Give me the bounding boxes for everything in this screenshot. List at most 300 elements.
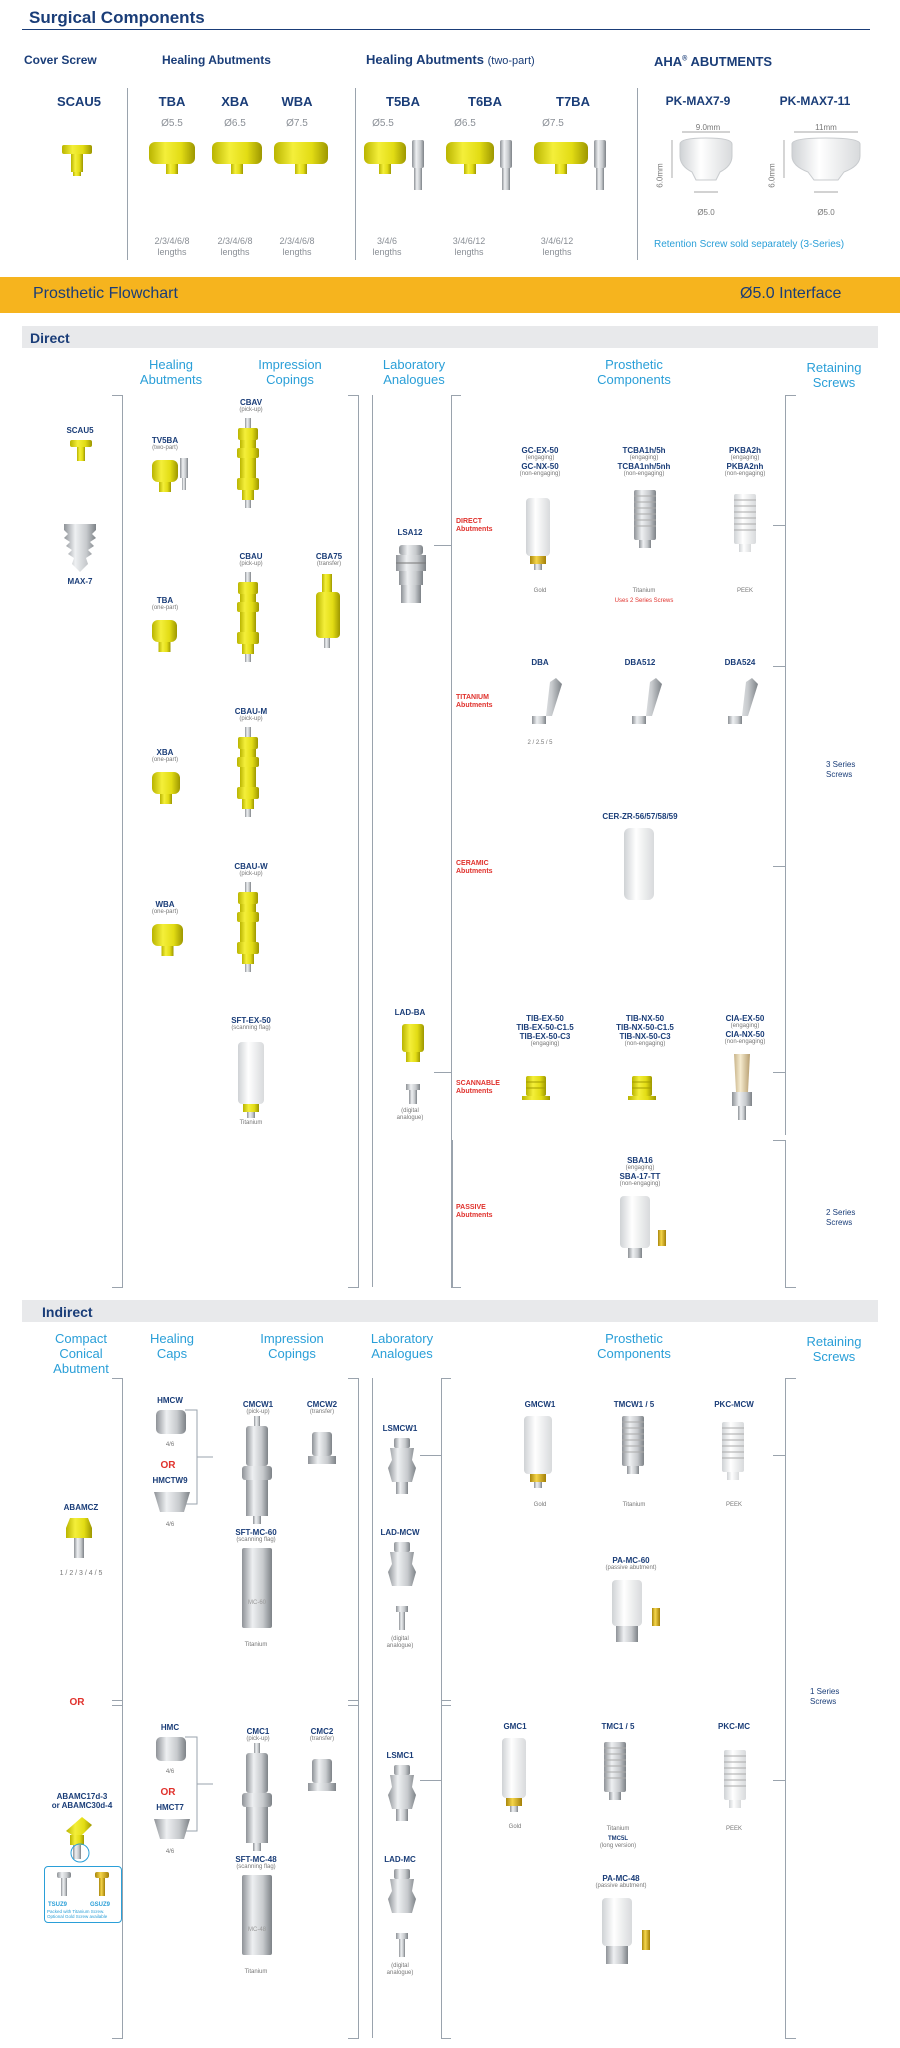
direct-lab-ladba-screw-image <box>404 1084 422 1106</box>
dba524-image <box>718 676 762 728</box>
healing-t6ba-len1: 3/4/6/12 <box>452 236 486 246</box>
indirect-bottom-lab2-sub1: (digital <box>391 1963 409 1969</box>
indirect-col-compact-l1: Compact <box>54 1331 108 1346</box>
direct-category-passive <box>456 1204 516 1220</box>
direct-bracket-right-top <box>785 395 796 396</box>
indirect-col-prosthetic <box>580 1331 688 1361</box>
healing-wba-len1: 2/3/4/6/8 <box>279 236 315 246</box>
indirect-col-lab <box>354 1331 450 1361</box>
pk-max7-11-top-dim: 11mm <box>815 123 837 132</box>
direct-category-ceramic-l1: CERAMIC <box>456 860 489 867</box>
direct-col-lab <box>368 357 460 387</box>
direct-row-link-2 <box>773 666 785 667</box>
aha-header-label: AHA <box>654 54 683 69</box>
healing-xba-code: XBA <box>221 94 249 109</box>
indirect-col-retaining-l2: Screws <box>812 1349 856 1364</box>
tib-ex-image <box>522 1074 550 1106</box>
direct-category-scannable-l2: Abutments <box>456 1088 493 1095</box>
direct-heal-wba-code: WBA <box>155 900 175 909</box>
tcba-nh-sub: (non-engaging) <box>623 471 665 477</box>
pkcmc-code: PKC-MC <box>718 1722 750 1731</box>
direct-imp-sft-ex-50-mat: Titanium <box>239 1120 263 1126</box>
direct-bracket-imp-bottom <box>348 1287 359 1288</box>
tcba-h-sub: (engaging) <box>629 455 659 461</box>
indirect-col-compact-l3: Abutment <box>53 1361 109 1376</box>
direct-col-impression-l1: Impression <box>258 357 322 372</box>
aha-header-sup: ® <box>682 55 688 63</box>
indirect-bottom-heal2-code: HMCT7 <box>156 1803 184 1812</box>
indirect-bracket-right <box>785 1378 786 2038</box>
indirect-col-impression-l2: Copings <box>268 1346 316 1361</box>
direct-row-link-1 <box>773 525 785 526</box>
indirect-top-imp2-sub: (transfer) <box>309 1409 335 1415</box>
direct-heal-tba-image <box>150 618 194 658</box>
indirect-bottom-heal1-image <box>154 1735 190 1767</box>
indirect-col-impression <box>244 1331 340 1361</box>
indirect-bottom-lab2-sub2: analogue) <box>386 1970 414 1976</box>
indirect-bracket-right-top <box>785 1378 796 1379</box>
direct-screws-0-l2: Screws <box>826 770 853 779</box>
tib-nx-code-2: TIB-NX-50-C1.5 <box>616 1023 674 1032</box>
indirect-top-heal1-code: HMCW <box>157 1396 183 1405</box>
healing-two-part-label: Healing Abutments <box>366 52 484 67</box>
aha-header <box>654 54 772 69</box>
indirect-top-lab2-sub1: (digital <box>391 1636 409 1642</box>
direct-scau5-code: SCAU5 <box>66 426 94 435</box>
indirect-or-main: OR <box>69 1697 85 1708</box>
indirect-title: Indirect <box>42 1304 93 1320</box>
indirect-top-lab2-image <box>386 1542 418 1604</box>
gc-mat: Gold <box>533 588 547 594</box>
healing-abutments-header: Healing Abutments <box>162 53 271 67</box>
indirect-row-link-2 <box>773 1780 785 1781</box>
direct-imp-cbau-w-sub: (pick-up) <box>239 871 263 877</box>
direct-col-prosthetic-l2: Components <box>597 372 671 387</box>
pkba-h-code: PKBA2h <box>728 446 761 455</box>
healing-t5ba-code: T5BA <box>386 94 420 109</box>
cia-ex-sub: (engaging) <box>730 1023 760 1029</box>
scau5-image <box>60 145 94 177</box>
tmc1-image <box>600 1740 632 1820</box>
direct-col-healing-l1: Healing <box>148 357 194 372</box>
direct-imp-cba75-code: CBA75 <box>315 552 343 561</box>
direct-imp-sft-ex-50-code: SFT-EX-50 <box>231 1016 271 1025</box>
abamcz-code: ABAMCZ <box>63 1503 99 1512</box>
abamc17-l2: or ABAMC30d-4 <box>51 1801 113 1810</box>
direct-category-ceramic-l2: Abutments <box>456 868 493 875</box>
indirect-col-healing-l1: Healing <box>149 1331 195 1346</box>
indirect-bottom-lab1-image <box>386 1765 418 1825</box>
gc-image <box>524 496 554 576</box>
indirect-bracket-lab-r-bottom <box>441 2038 451 2039</box>
dba512-image <box>622 676 666 728</box>
healing-wba-dia: Ø7.5 <box>286 118 308 129</box>
dba524-code: DBA524 <box>724 658 756 667</box>
healing-xba-len1: 2/3/4/6/8 <box>217 236 253 246</box>
pamc60-image <box>606 1578 666 1652</box>
indirect-top-lab1-code: LSMCW1 <box>382 1424 418 1433</box>
dba512-code: DBA512 <box>624 658 656 667</box>
direct-imp-cba75-sub: (transfer) <box>316 561 342 567</box>
healing-t6ba-code: T6BA <box>468 94 502 109</box>
indirect-bottom-sft-code: SFT-MC-48 <box>235 1855 277 1864</box>
direct-lab-ladba-sub1: (digital <box>401 1108 419 1114</box>
tcba-mat: Titanium <box>632 588 656 594</box>
surgical-divider-2 <box>355 88 356 260</box>
direct-lab-ladba-image <box>398 1022 428 1082</box>
pkba-nh-code: PKBA2nh <box>726 462 764 471</box>
gc-ex-50-code: GC-EX-50 <box>521 446 559 455</box>
healing-t7ba-len1: 3/4/6/12 <box>540 236 574 246</box>
direct-imp-cbau-m-image <box>236 727 262 819</box>
direct-col-impression <box>242 357 338 387</box>
surgical-title: Surgical Components <box>29 8 205 27</box>
indirect-bottom-imp2-code: CMC2 <box>310 1727 334 1736</box>
indirect-top-imp1-sub: (pick-up) <box>246 1409 270 1415</box>
direct-bracket-lab-r-top <box>451 395 461 396</box>
direct-lab-ladba-sub2: analogue) <box>396 1115 424 1121</box>
direct-category-direct-l2: Abutments <box>456 526 493 533</box>
pkba-image <box>730 492 760 576</box>
indirect-bracket-imp <box>358 1378 359 2038</box>
direct-heal-tba-code: TBA <box>156 596 174 605</box>
direct-category-scannable <box>456 1080 516 1096</box>
tib-ex-code-1: TIB-EX-50 <box>526 1014 564 1023</box>
tib-ex-sub: (engaging) <box>530 1041 560 1047</box>
indirect-bottom-sft-image <box>240 1873 274 1963</box>
healing-t7ba-code: T7BA <box>556 94 590 109</box>
pamc48-sub: (passive abutment) <box>595 1883 647 1889</box>
gc-nx-50-sub: (non-engaging) <box>519 471 561 477</box>
direct-heal-xba-code: XBA <box>156 748 174 757</box>
direct-imp-sft-ex-50-image <box>236 1040 270 1120</box>
abamc17-image <box>60 1815 96 1863</box>
direct-col-lab-l1: Laboratory <box>382 357 446 372</box>
direct-row-link-4 <box>773 1072 785 1073</box>
sba-image <box>614 1194 670 1268</box>
healing-two-part-header <box>366 52 535 67</box>
indirect-top-sft-sub: (scanning flag) <box>236 1537 276 1543</box>
indirect-col-compact <box>36 1331 126 1376</box>
pk-max7-9-code: PK-MAX7-9 <box>665 94 731 108</box>
aha-header-rest: ABUTMENTS <box>687 54 773 69</box>
cia-nx-sub: (non-engaging) <box>724 1039 766 1045</box>
indirect-top-lab2-sub2: analogue) <box>386 1643 414 1649</box>
tmcw1-mat: Titanium <box>622 1502 646 1508</box>
indirect-bracket-imp-mid <box>348 1700 359 1701</box>
indirect-bracket-left-bottom <box>112 2038 123 2039</box>
direct-row-link-3 <box>773 866 785 867</box>
direct-imp-sft-ex-50-sub: (scanning flag) <box>231 1025 271 1031</box>
direct-screws-1-l2: Screws <box>826 1218 853 1227</box>
indirect-col-retaining-l1: Retaining <box>806 1334 862 1349</box>
direct-heal-tv5ba-sub: (two-part) <box>152 445 178 451</box>
healing-tba-code: TBA <box>158 94 186 109</box>
direct-imp-cbau-w-code: CBAU-W <box>234 862 268 871</box>
indirect-top-lab2-screw-image <box>394 1606 410 1632</box>
tmc1-code: TMC1 / 5 <box>601 1722 635 1731</box>
direct-lab-link <box>434 545 452 546</box>
indirect-bottom-imp2-sub: (transfer) <box>309 1736 335 1742</box>
direct-imp-cbau-sub: (pick-up) <box>239 561 263 567</box>
pk-max7-9-bottom-dim: Ø5.0 <box>697 208 715 217</box>
flowchart-interface: Ø5.0 Interface <box>740 285 842 302</box>
indirect-col-healing-l2: Caps <box>156 1346 188 1361</box>
healing-tba-len2: lengths <box>157 247 187 257</box>
dba-sizes: 2 / 2.5 / 5 <box>527 740 553 746</box>
indirect-top-lab1-image <box>386 1438 418 1498</box>
indirect-row-link-1 <box>773 1455 785 1456</box>
pk-max7-11-bottom-dim: Ø5.0 <box>817 208 835 217</box>
direct-heal-tv5ba-code: TV5BA <box>151 436 179 445</box>
healing-t6ba-image <box>444 140 520 200</box>
scau5-code: SCAU5 <box>56 94 102 109</box>
direct-bracket-left <box>122 395 123 1287</box>
max7-code: MAX-7 <box>67 577 93 586</box>
tmcw1-code: TMCW1 / 5 <box>613 1400 655 1409</box>
gmcw1-image <box>522 1414 556 1494</box>
indirect-bracket-lab-r-mid <box>441 1700 451 1701</box>
direct-title: Direct <box>30 330 70 346</box>
gmc1-mat: Gold <box>508 1824 522 1830</box>
cer-image <box>622 826 656 904</box>
tmc1-note2: (long version) <box>599 1843 637 1849</box>
indirect-top-imp2-code: CMCW2 <box>306 1400 338 1409</box>
indirect-col-retaining <box>794 1334 874 1364</box>
direct-imp-cbau-code: CBAU <box>239 552 263 561</box>
direct-row-link-5 <box>773 1140 785 1141</box>
pk-max7-9-top-dim: 9.0mm <box>695 123 721 132</box>
indirect-bottom-imp2-image <box>306 1757 338 1797</box>
indirect-top-heal2-code: HMCTW9 <box>152 1476 188 1485</box>
indirect-bracket-left-mid <box>112 1700 123 1701</box>
indirect-col-lab-l1: Laboratory <box>370 1331 434 1346</box>
cia-nx-code: CIA-NX-50 <box>725 1030 765 1039</box>
indirect-top-heal2-sizes: 4/6 <box>165 1522 175 1528</box>
flowchart-title: Prosthetic Flowchart <box>33 285 178 302</box>
direct-heal-tv5ba-image <box>150 458 194 498</box>
indirect-bracket-left <box>122 1378 123 2038</box>
direct-bracket-imp-top <box>348 395 359 396</box>
indirect-bracket-right-bottom <box>785 2038 796 2039</box>
gc-ex-50-sub: (engaging) <box>525 455 555 461</box>
direct-col-healing-l2: Abutments <box>139 372 203 387</box>
indirect-top-sft-mark: MC-60 <box>247 1600 266 1606</box>
indirect-bracket-lab-r-mid2 <box>441 1705 451 1706</box>
indirect-bracket-lab-r <box>441 1378 442 2038</box>
direct-imp-cbau-image <box>236 572 262 664</box>
direct-screws-2-series <box>826 1208 855 1228</box>
healing-xba-image <box>210 140 266 180</box>
direct-imp-cbau-w-image <box>236 882 262 974</box>
direct-col-retaining-l1: Retaining <box>806 360 862 375</box>
pkcmc-mat: PEEK <box>725 1826 742 1832</box>
direct-col-retaining <box>794 360 874 390</box>
healing-two-part-sub: (two-part) <box>487 55 535 67</box>
healing-t6ba-dia: Ø6.5 <box>454 118 476 129</box>
indirect-bracket-left-mid2 <box>112 1705 123 1706</box>
indirect-screws-l1: 1 Series <box>810 1687 840 1696</box>
direct-category-ceramic <box>456 860 516 876</box>
tcba-h-code: TCBA1h/5h <box>622 446 666 455</box>
pk-max7-9-side-dim: 6.0mm <box>655 163 665 188</box>
direct-heal-tba-sub: (one-part) <box>151 605 179 611</box>
tmc1-mat: Titanium <box>606 1826 630 1832</box>
sba16-sub: (engaging) <box>625 1165 655 1171</box>
surgical-divider-1 <box>127 88 128 260</box>
healing-t6ba-len2: lengths <box>454 247 484 257</box>
abamc17-code <box>42 1792 122 1810</box>
healing-wba-image <box>272 140 332 180</box>
direct-category-direct-l1: DIRECT <box>456 518 483 525</box>
direct-col-prosthetic <box>580 357 688 387</box>
direct-category-scannable-l1: SCANNABLE <box>456 1080 500 1087</box>
pk-max7-11-side-dim: 6.0mm <box>767 163 777 188</box>
healing-xba-len2: lengths <box>220 247 250 257</box>
indirect-top-imp1-image <box>240 1416 274 1526</box>
direct-imp-cba75-image <box>314 574 344 654</box>
gmc1-code: GMC1 <box>503 1722 527 1731</box>
indirect-bracket-left-top <box>112 1378 123 1379</box>
direct-screws-1-l1: 2 Series <box>826 1208 856 1217</box>
indirect-bottom-or: OR <box>160 1787 176 1798</box>
indirect-screws-1-series <box>810 1687 839 1707</box>
gmcw1-mat: Gold <box>533 1502 547 1508</box>
indirect-bottom-heal2-image <box>150 1815 194 1845</box>
pkba-nh-sub: (non-engaging) <box>724 471 766 477</box>
pk-max7-11-diagram <box>766 122 876 222</box>
healing-tba-dia: Ø5.5 <box>161 118 183 129</box>
cia-image <box>728 1052 756 1124</box>
indirect-bottom-imp1-image <box>240 1743 274 1853</box>
pk-max7-11-code: PK-MAX7-11 <box>779 94 851 108</box>
indirect-screws-l2: Screws <box>810 1697 837 1706</box>
pkcmcw-code: PKC-MCW <box>714 1400 754 1409</box>
indirect-top-lab2-code: LAD-MCW <box>380 1528 420 1537</box>
indirect-bottom-sft-sub: (scanning flag) <box>236 1864 276 1870</box>
direct-col-impression-l2: Copings <box>266 372 314 387</box>
healing-t7ba-dia: Ø7.5 <box>542 118 564 129</box>
direct-bracket-left-bottom <box>112 1287 123 1288</box>
direct-imp-cbav-code: CBAV <box>239 398 263 407</box>
surgical-title-rule <box>22 29 870 30</box>
indirect-top-sft-image <box>240 1546 274 1636</box>
direct-bracket-right-bottom <box>785 1287 796 1288</box>
indirect-top-heal2-image <box>150 1488 194 1518</box>
indirect-bottom-imp1-sub: (pick-up) <box>246 1736 270 1742</box>
indirect-col-compact-l2: Conical <box>59 1346 103 1361</box>
direct-screws-0-l1: 3 Series <box>826 760 856 769</box>
tcba-image <box>630 488 660 580</box>
healing-tba-image <box>147 140 199 180</box>
direct-col-healing <box>128 357 214 387</box>
direct-heal-xba-image <box>150 770 194 810</box>
indirect-top-sft-code: SFT-MC-60 <box>235 1528 277 1537</box>
healing-wba-code: WBA <box>281 94 313 109</box>
direct-bracket-lab <box>372 395 373 1287</box>
direct-heal-xba-sub: (one-part) <box>151 757 179 763</box>
indirect-col-prosthetic-l1: Prosthetic <box>605 1331 663 1346</box>
indirect-bottom-heal1-code: HMC <box>160 1723 180 1732</box>
gc-nx-50-code: GC-NX-50 <box>521 462 559 471</box>
healing-tba-len1: 2/3/4/6/8 <box>154 236 190 246</box>
healing-t5ba-len1: 3/4/6 <box>376 236 398 246</box>
direct-col-lab-l2: Analogues <box>383 372 445 387</box>
indirect-bottom-heal1-sizes: 4/6 <box>165 1769 175 1775</box>
indirect-col-lab-l2: Analogues <box>371 1346 433 1361</box>
indirect-bottom-lab2-code: LAD-MC <box>384 1855 416 1864</box>
abamcz-image <box>62 1516 96 1566</box>
tib-nx-image <box>628 1074 656 1106</box>
abamcz-sizes: 1 / 2 / 3 / 4 / 5 <box>59 1570 103 1577</box>
direct-screws-3-series <box>826 760 855 780</box>
indirect-col-impression-l1: Impression <box>260 1331 324 1346</box>
dba-image <box>522 676 566 728</box>
pamc60-code: PA-MC-60 <box>612 1556 650 1565</box>
indirect-bottom-heal2-sizes: 4/6 <box>165 1849 175 1855</box>
max7-implant-image <box>62 520 98 574</box>
direct-imp-cbav-sub: (pick-up) <box>239 407 263 413</box>
direct-col-retaining-l2: Screws <box>812 375 856 390</box>
direct-category-titanium <box>456 694 516 710</box>
gsuz9-image <box>92 1870 112 1900</box>
indirect-bracket-imp-mid2 <box>348 1705 359 1706</box>
direct-bracket-imp <box>358 395 359 1287</box>
surgical-divider-3 <box>637 88 638 260</box>
indirect-bottom-lab2-image <box>386 1869 418 1931</box>
direct-lab-link-2 <box>434 1072 452 1073</box>
pkcmcw-mat: PEEK <box>725 1502 742 1508</box>
indirect-top-sft-mat: Titanium <box>244 1642 268 1648</box>
tmc1-note1: TMC5L <box>608 1836 628 1842</box>
tib-ex-code-2: TIB-EX-50-C1.5 <box>516 1023 574 1032</box>
indirect-header-bar <box>22 1300 878 1322</box>
tmcw1-image <box>618 1414 652 1494</box>
direct-imp-cbau-m-code: CBAU-M <box>234 707 268 716</box>
direct-bracket-left-top <box>112 395 123 396</box>
pamc60-sub: (passive abutment) <box>605 1565 657 1571</box>
indirect-top-heal1-sizes: 4/6 <box>165 1442 175 1448</box>
indirect-lab-link-2 <box>420 1780 442 1781</box>
tcba-nh-code: TCBA1nh/5nh <box>617 462 671 471</box>
sba17-sub: (non-engaging) <box>619 1181 661 1187</box>
indirect-col-healing <box>130 1331 214 1361</box>
indirect-bracket-imp-top <box>348 1378 359 1379</box>
cer-zr-code: CER-ZR-56/57/58/59 <box>602 812 678 821</box>
direct-category-direct <box>456 518 516 534</box>
direct-bracket-right <box>785 395 786 1135</box>
direct-scau5-image <box>68 440 94 466</box>
tsuz9-image <box>54 1870 74 1900</box>
tcba-note: Uses 2 Series Screws <box>614 598 674 604</box>
direct-category-titanium-l2: Abutments <box>456 702 493 709</box>
healing-t5ba-len2: lengths <box>372 247 402 257</box>
indirect-bottom-imp1-code: CMC1 <box>246 1727 270 1736</box>
sba17-code: SBA-17-TT <box>619 1172 661 1181</box>
direct-bracket-lab-r-bottom <box>451 1287 461 1288</box>
indirect-top-imp2-image <box>306 1430 338 1470</box>
tsuz-note-1: Packed with Titanium Screw. <box>47 1909 105 1914</box>
indirect-bottom-sft-mark: MC-48 <box>247 1927 266 1933</box>
direct-imp-cbau-m-sub: (pick-up) <box>239 716 263 722</box>
direct-lab-lsa12-image <box>393 545 429 605</box>
tsuz9-code: TSUZ9 <box>48 1902 68 1908</box>
indirect-top-heal1-image <box>154 1408 190 1440</box>
direct-heal-wba-sub: (one-part) <box>151 909 179 915</box>
dba-code: DBA <box>531 658 549 667</box>
abamc17-l1: ABAMC17d-3 <box>56 1792 108 1801</box>
tib-nx-code-1: TIB-NX-50 <box>625 1014 665 1023</box>
